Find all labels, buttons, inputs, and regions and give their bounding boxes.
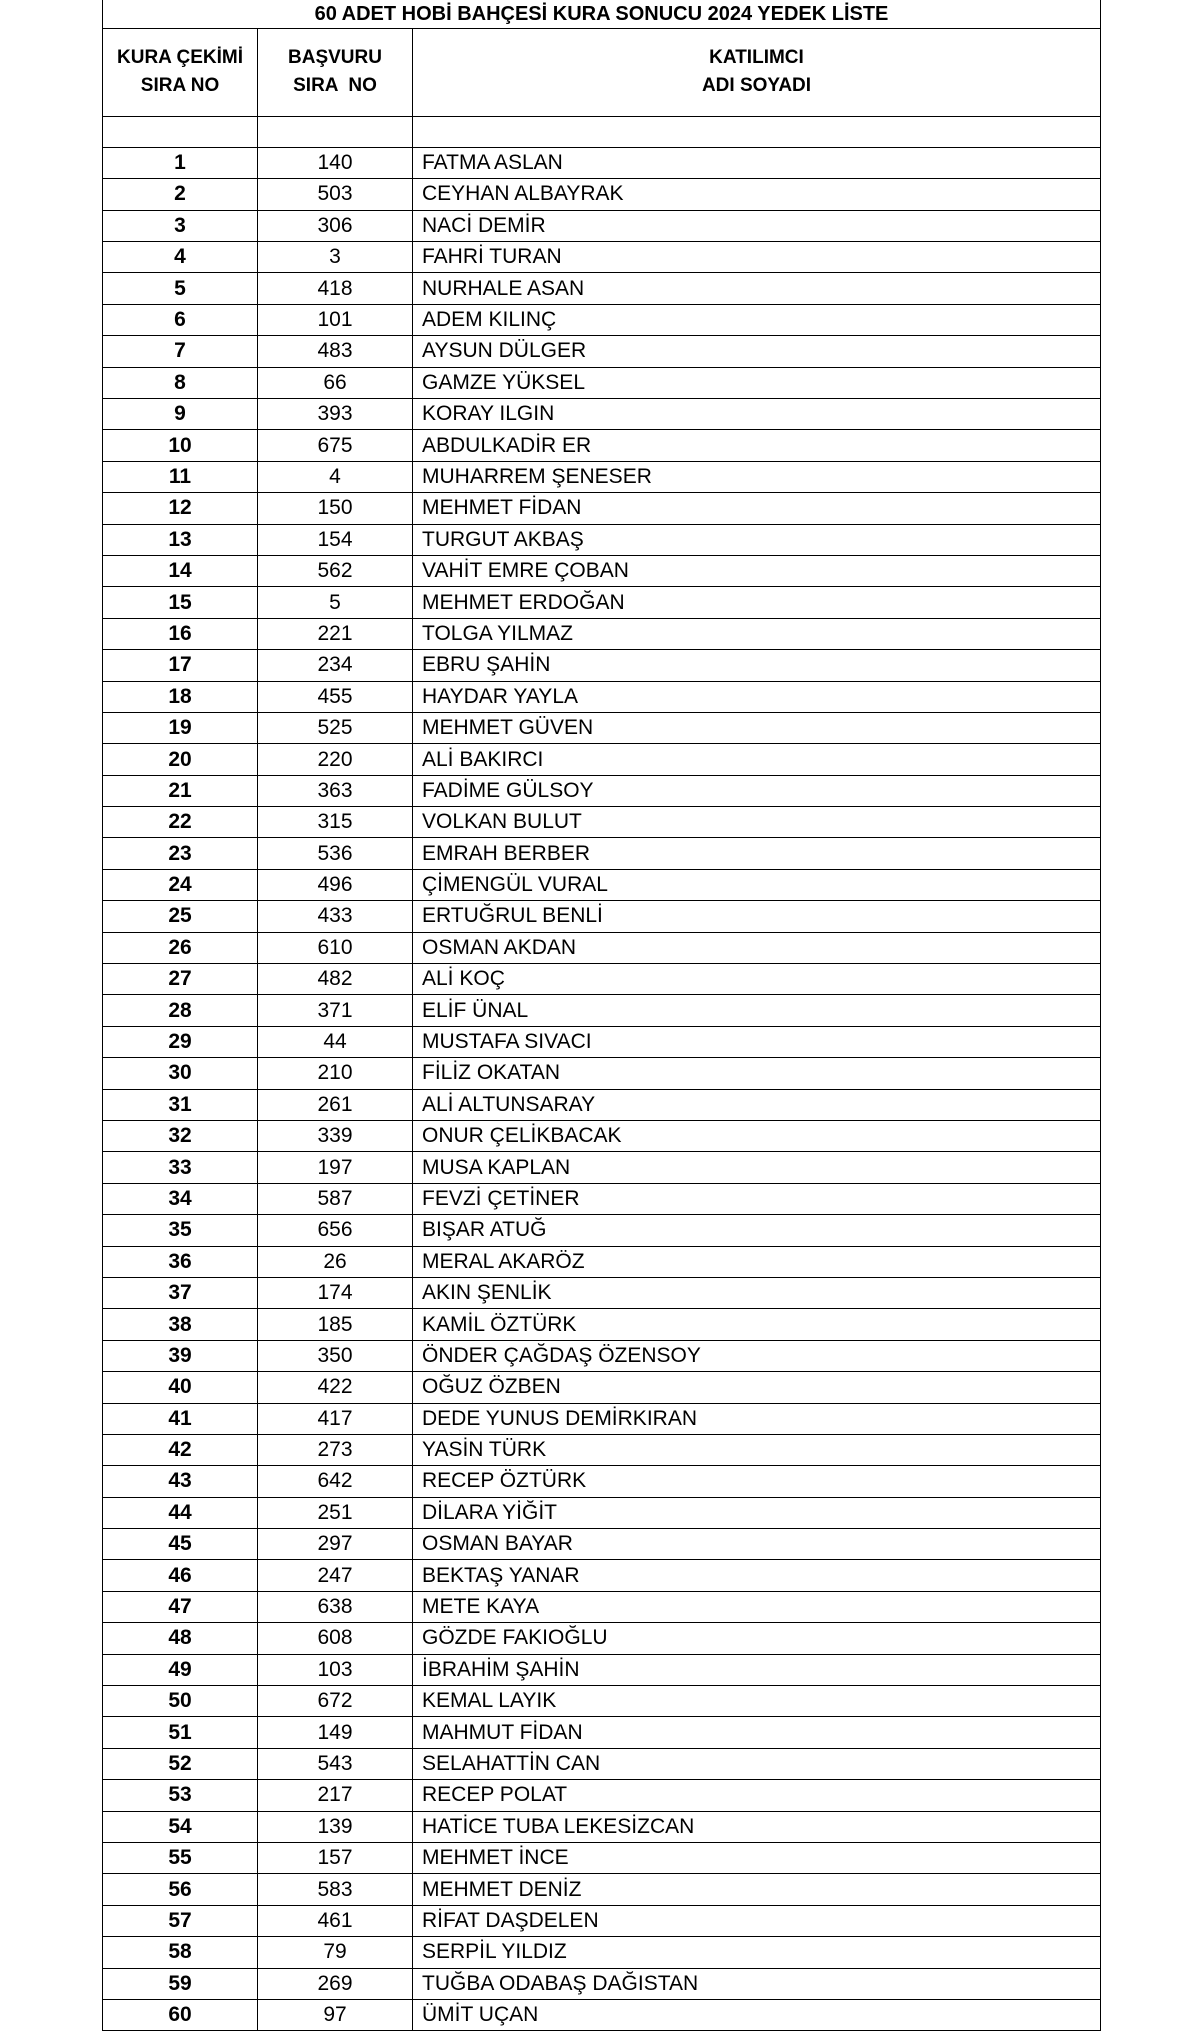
table-row [103,1215,1101,1246]
draw-no-cell: 17 [103,650,258,681]
table-row [103,1340,1101,1371]
table-row [103,995,1101,1026]
participant-name-cell: MEHMET İNCE [413,1842,1101,1873]
table-row [103,1874,1101,1905]
participant-name-cell: GAMZE YÜKSEL [413,367,1101,398]
application-no-cell: 525 [258,712,413,743]
application-no-cell: 217 [258,1780,413,1811]
header-application-no [258,28,413,116]
header-draw-no-line-2: SIRA NO [140,75,220,96]
table-row [103,399,1101,430]
draw-no-cell: 50 [103,1686,258,1717]
application-no-cell: 363 [258,775,413,806]
table-row [103,1937,1101,1968]
draw-no-cell: 30 [103,1058,258,1089]
application-no-cell: 306 [258,210,413,241]
draw-no-cell: 8 [103,367,258,398]
header-participant-line-2: ADI SOYADI [701,75,812,96]
table-row [103,147,1101,178]
table-row [103,1089,1101,1120]
draw-no-cell: 36 [103,1246,258,1277]
application-no-cell: 371 [258,995,413,1026]
draw-no-cell: 13 [103,524,258,555]
application-no-cell: 315 [258,807,413,838]
table-row [103,524,1101,555]
draw-no-cell: 53 [103,1780,258,1811]
participant-name-cell: KORAY ILGIN [413,399,1101,430]
participant-name-cell: FAHRİ TURAN [413,242,1101,273]
participant-name-cell: KAMİL ÖZTÜRK [413,1309,1101,1340]
participant-name-cell: VAHİT EMRE ÇOBAN [413,555,1101,586]
draw-no-cell: 11 [103,461,258,492]
participant-name-cell: ERTUĞRUL BENLİ [413,901,1101,932]
draw-no-cell: 48 [103,1623,258,1654]
participant-name-cell: OSMAN AKDAN [413,932,1101,963]
participant-name-cell: ELİF ÜNAL [413,995,1101,1026]
table-row [103,1842,1101,1873]
participant-name-cell: YASİN TÜRK [413,1434,1101,1465]
draw-no-cell: 4 [103,242,258,273]
table-row [103,1121,1101,1152]
application-no-cell: 3 [258,242,413,273]
application-no-cell: 610 [258,932,413,963]
draw-no-cell: 57 [103,1905,258,1936]
draw-no-cell: 32 [103,1121,258,1152]
table-row [103,242,1101,273]
table-row [103,1999,1101,2030]
participant-name-cell: RECEP POLAT [413,1780,1101,1811]
spacer-cell [258,116,413,147]
participant-name-cell: FEVZİ ÇETİNER [413,1183,1101,1214]
table-row [103,1497,1101,1528]
draw-no-cell: 14 [103,555,258,586]
participant-rows [103,116,1101,2031]
draw-no-cell: 10 [103,430,258,461]
header-participant [413,28,1101,116]
draw-no-cell: 55 [103,1842,258,1873]
participant-name-cell: GÖZDE FAKIOĞLU [413,1623,1101,1654]
participant-name-cell: AYSUN DÜLGER [413,336,1101,367]
participant-name-cell: NACİ DEMİR [413,210,1101,241]
application-no-cell: 5 [258,587,413,618]
participant-name-cell: KEMAL LAYIK [413,1686,1101,1717]
participant-name-cell: DEDE YUNUS DEMİRKIRAN [413,1403,1101,1434]
application-no-cell: 174 [258,1277,413,1308]
draw-no-cell: 45 [103,1529,258,1560]
header-draw-no-line-1: KURA ÇEKİMİ [117,47,243,68]
draw-no-cell: 33 [103,1152,258,1183]
application-no-cell: 139 [258,1811,413,1842]
header-participant-line-1: KATILIMCI [709,47,804,68]
table-row [103,1905,1101,1936]
table-row [103,587,1101,618]
header-draw-no [103,28,258,116]
table-row [103,1152,1101,1183]
draw-no-cell: 23 [103,838,258,869]
application-no-cell: 642 [258,1466,413,1497]
participant-name-cell: SELAHATTİN CAN [413,1748,1101,1779]
table-row [103,1623,1101,1654]
draw-no-cell: 38 [103,1309,258,1340]
application-no-cell: 339 [258,1121,413,1152]
reserve-list-table [102,0,1101,2031]
participant-name-cell: MEHMET ERDOĞAN [413,587,1101,618]
table-row [103,964,1101,995]
participant-name-cell: ALİ ALTUNSARAY [413,1089,1101,1120]
draw-no-cell: 52 [103,1748,258,1779]
table-row [103,1591,1101,1622]
table-row [103,304,1101,335]
table-row [103,838,1101,869]
table-row [103,681,1101,712]
draw-no-cell: 31 [103,1089,258,1120]
draw-no-cell: 51 [103,1717,258,1748]
application-no-cell: 157 [258,1842,413,1873]
table-row [103,555,1101,586]
participant-name-cell: EBRU ŞAHİN [413,650,1101,681]
application-no-cell: 234 [258,650,413,681]
application-no-cell: 261 [258,1089,413,1120]
draw-no-cell: 20 [103,744,258,775]
draw-no-cell: 49 [103,1654,258,1685]
table-row [103,807,1101,838]
application-no-cell: 269 [258,1968,413,1999]
participant-name-cell: ALİ BAKIRCI [413,744,1101,775]
draw-no-cell: 60 [103,1999,258,2030]
participant-name-cell: ÜMİT UÇAN [413,1999,1101,2030]
participant-name-cell: BEKTAŞ YANAR [413,1560,1101,1591]
draw-no-cell: 1 [103,147,258,178]
draw-no-cell: 26 [103,932,258,963]
application-no-cell: 350 [258,1340,413,1371]
application-no-cell: 97 [258,1999,413,2030]
application-no-cell: 210 [258,1058,413,1089]
table-row [103,1968,1101,1999]
table-row [103,1686,1101,1717]
participant-name-cell: SERPİL YILDIZ [413,1937,1101,1968]
participant-name-cell: MAHMUT FİDAN [413,1717,1101,1748]
draw-no-cell: 18 [103,681,258,712]
table-row [103,273,1101,304]
draw-no-cell: 44 [103,1497,258,1528]
table-row [103,932,1101,963]
table-row [103,1717,1101,1748]
application-no-cell: 150 [258,493,413,524]
application-no-cell: 672 [258,1686,413,1717]
participant-name-cell: TUĞBA ODABAŞ DAĞISTAN [413,1968,1101,1999]
application-no-cell: 422 [258,1372,413,1403]
participant-name-cell: CEYHAN ALBAYRAK [413,179,1101,210]
application-no-cell: 482 [258,964,413,995]
participant-name-cell: RİFAT DAŞDELEN [413,1905,1101,1936]
application-no-cell: 543 [258,1748,413,1779]
table-row [103,336,1101,367]
participant-name-cell: ÖNDER ÇAĞDAŞ ÖZENSOY [413,1340,1101,1371]
table-row [103,869,1101,900]
draw-no-cell: 5 [103,273,258,304]
participant-name-cell: TURGUT AKBAŞ [413,524,1101,555]
table-row [103,1246,1101,1277]
table-row [103,367,1101,398]
participant-name-cell: ÇİMENGÜL VURAL [413,869,1101,900]
table-row [103,712,1101,743]
draw-no-cell: 6 [103,304,258,335]
table-row [103,1309,1101,1340]
participant-name-cell: MERAL AKARÖZ [413,1246,1101,1277]
application-no-cell: 154 [258,524,413,555]
application-no-cell: 675 [258,430,413,461]
table-row [103,650,1101,681]
draw-no-cell: 47 [103,1591,258,1622]
application-no-cell: 483 [258,336,413,367]
draw-no-cell: 25 [103,901,258,932]
draw-no-cell: 29 [103,1026,258,1057]
header-row [103,28,1101,116]
table-row [103,1277,1101,1308]
application-no-cell: 503 [258,179,413,210]
table-row [103,1026,1101,1057]
draw-no-cell: 22 [103,807,258,838]
participant-name-cell: HAYDAR YAYLA [413,681,1101,712]
participant-name-cell: MUHARREM ŞENESER [413,461,1101,492]
draw-no-cell: 16 [103,618,258,649]
application-no-cell: 197 [258,1152,413,1183]
participant-name-cell: ABDULKADİR ER [413,430,1101,461]
application-no-cell: 149 [258,1717,413,1748]
application-no-cell: 536 [258,838,413,869]
application-no-cell: 461 [258,1905,413,1936]
application-no-cell: 562 [258,555,413,586]
table-row [103,1403,1101,1434]
participant-name-cell: FİLİZ OKATAN [413,1058,1101,1089]
application-no-cell: 185 [258,1309,413,1340]
application-no-cell: 393 [258,399,413,430]
draw-no-cell: 28 [103,995,258,1026]
application-no-cell: 4 [258,461,413,492]
participant-name-cell: ONUR ÇELİKBACAK [413,1121,1101,1152]
document-title: 60 ADET HOBİ BAHÇESİ KURA SONUCU 2024 YEDEK LİSTE [103,0,1101,28]
participant-name-cell: MEHMET FİDAN [413,493,1101,524]
draw-no-cell: 24 [103,869,258,900]
draw-no-cell: 59 [103,1968,258,1999]
draw-no-cell: 9 [103,399,258,430]
header-application-no-line-2: SIRA NO [293,75,377,96]
draw-no-cell: 42 [103,1434,258,1465]
table-row [103,618,1101,649]
participant-name-cell: MUSTAFA SIVACI [413,1026,1101,1057]
draw-no-cell: 3 [103,210,258,241]
application-no-cell: 251 [258,1497,413,1528]
title-row [103,0,1101,28]
draw-no-cell: 39 [103,1340,258,1371]
table-row [103,179,1101,210]
table-row [103,210,1101,241]
participant-name-cell: BIŞAR ATUĞ [413,1215,1101,1246]
application-no-cell: 638 [258,1591,413,1622]
table-row [103,1183,1101,1214]
application-no-cell: 496 [258,869,413,900]
application-no-cell: 44 [258,1026,413,1057]
table-row [103,744,1101,775]
draw-no-cell: 21 [103,775,258,806]
application-no-cell: 273 [258,1434,413,1465]
draw-no-cell: 2 [103,179,258,210]
spacer-cell [103,116,258,147]
application-no-cell: 66 [258,367,413,398]
application-no-cell: 220 [258,744,413,775]
table-row [103,1529,1101,1560]
participant-name-cell: MEHMET GÜVEN [413,712,1101,743]
draw-no-cell: 54 [103,1811,258,1842]
table-row [103,461,1101,492]
application-no-cell: 297 [258,1529,413,1560]
draw-no-cell: 41 [103,1403,258,1434]
table-row [103,1466,1101,1497]
application-no-cell: 656 [258,1215,413,1246]
participant-name-cell: FATMA ASLAN [413,147,1101,178]
application-no-cell: 26 [258,1246,413,1277]
application-no-cell: 247 [258,1560,413,1591]
draw-no-cell: 27 [103,964,258,995]
participant-name-cell: ADEM KILINÇ [413,304,1101,335]
table-row [103,1811,1101,1842]
application-no-cell: 101 [258,304,413,335]
participant-name-cell: HATİCE TUBA LEKESİZCAN [413,1811,1101,1842]
table-row [103,1372,1101,1403]
participant-name-cell: FADİME GÜLSOY [413,775,1101,806]
draw-no-cell: 19 [103,712,258,743]
application-no-cell: 608 [258,1623,413,1654]
participant-name-cell: TOLGA YILMAZ [413,618,1101,649]
draw-no-cell: 58 [103,1937,258,1968]
participant-name-cell: METE KAYA [413,1591,1101,1622]
draw-no-cell: 15 [103,587,258,618]
table-row [103,1560,1101,1591]
participant-name-cell: ALİ KOÇ [413,964,1101,995]
application-no-cell: 455 [258,681,413,712]
participant-name-cell: İBRAHİM ŞAHİN [413,1654,1101,1685]
application-no-cell: 103 [258,1654,413,1685]
application-no-cell: 221 [258,618,413,649]
draw-no-cell: 12 [103,493,258,524]
header-spacer-row [103,116,1101,147]
draw-no-cell: 46 [103,1560,258,1591]
application-no-cell: 140 [258,147,413,178]
spacer-cell [413,116,1101,147]
table-row [103,901,1101,932]
application-no-cell: 587 [258,1183,413,1214]
draw-no-cell: 40 [103,1372,258,1403]
draw-no-cell: 35 [103,1215,258,1246]
header-application-no-line-1: BAŞVURU [288,47,382,68]
draw-no-cell: 7 [103,336,258,367]
participant-name-cell: OĞUZ ÖZBEN [413,1372,1101,1403]
application-no-cell: 79 [258,1937,413,1968]
table-row [103,1058,1101,1089]
participant-name-cell: MUSA KAPLAN [413,1152,1101,1183]
participant-name-cell: AKIN ŞENLİK [413,1277,1101,1308]
table-row [103,430,1101,461]
participant-name-cell: OSMAN BAYAR [413,1529,1101,1560]
table-row [103,493,1101,524]
table-row [103,1434,1101,1465]
application-no-cell: 433 [258,901,413,932]
participant-name-cell: EMRAH BERBER [413,838,1101,869]
draw-no-cell: 34 [103,1183,258,1214]
table-row [103,775,1101,806]
participant-name-cell: RECEP ÖZTÜRK [413,1466,1101,1497]
application-no-cell: 417 [258,1403,413,1434]
table-row [103,1780,1101,1811]
draw-no-cell: 37 [103,1277,258,1308]
participant-name-cell: MEHMET DENİZ [413,1874,1101,1905]
participant-name-cell: NURHALE ASAN [413,273,1101,304]
participant-name-cell: DİLARA YİĞİT [413,1497,1101,1528]
table-row [103,1748,1101,1779]
application-no-cell: 418 [258,273,413,304]
draw-no-cell: 43 [103,1466,258,1497]
reserve-list-sheet [102,0,1100,2031]
participant-name-cell: VOLKAN BULUT [413,807,1101,838]
draw-no-cell: 56 [103,1874,258,1905]
table-row [103,1654,1101,1685]
application-no-cell: 583 [258,1874,413,1905]
